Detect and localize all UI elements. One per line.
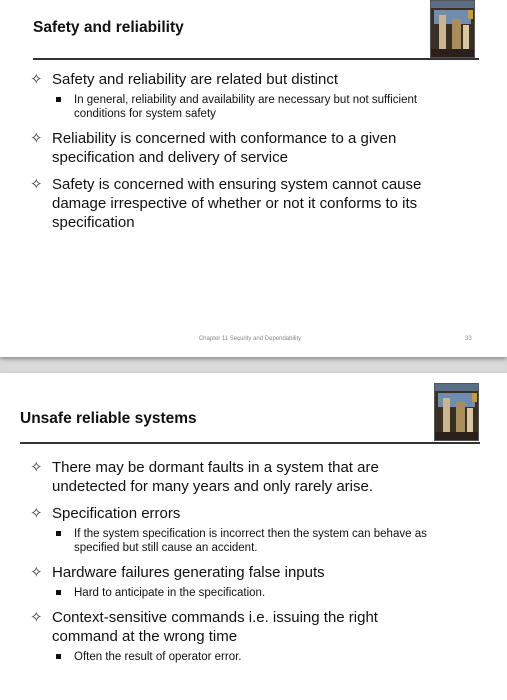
bullet-item <box>30 458 432 496</box>
sub-bullet-text: Often the result of operator error. <box>74 651 242 663</box>
book-cover-icon <box>434 383 479 441</box>
bullet-text: Context-sensitive commands i.e. issuing the right command at the wrong time <box>52 609 378 645</box>
bullet-item <box>30 129 470 167</box>
sub-bullet-item <box>52 527 454 555</box>
star-bullet-icon: ✧ <box>30 505 43 522</box>
slide-34 <box>0 373 507 700</box>
square-bullet-icon <box>56 97 61 102</box>
sub-bullet-text: In general, reliability and availability are necessary but not sufficient conditions for system safety <box>74 94 418 120</box>
sub-bullet-item <box>52 650 470 664</box>
bullet-text: There may be dormant faults in a system that are undetected for many years and only rarely arise. <box>52 459 379 495</box>
bullet-list <box>30 70 470 240</box>
bullet-list <box>30 458 470 672</box>
slide-footer: Chapter 11 Security and Dependability <box>198 336 302 342</box>
bullet-text: Hardware failures generating false inputs <box>52 564 325 581</box>
bullet-item <box>30 175 452 232</box>
book-cover-icon <box>430 0 475 58</box>
title-divider <box>33 58 479 60</box>
square-bullet-icon <box>56 590 61 595</box>
slide-title: Safety and reliability <box>33 19 184 36</box>
square-bullet-icon <box>56 531 61 536</box>
bullet-item <box>30 608 442 646</box>
sub-bullet-text: If the system specification is incorrect then the system can behave as specified but still cause an accident. <box>74 528 427 554</box>
title-divider <box>20 442 480 444</box>
star-bullet-icon: ✧ <box>30 176 43 193</box>
star-bullet-icon: ✧ <box>30 71 43 88</box>
sub-bullet-item <box>52 93 470 121</box>
star-bullet-icon: ✧ <box>30 130 43 147</box>
page-number: 33 <box>465 336 472 342</box>
slide-title: Unsafe reliable systems <box>20 410 197 427</box>
bullet-item <box>30 504 470 523</box>
bullet-text: Specification errors <box>52 505 181 522</box>
bullet-item <box>30 563 470 582</box>
bullet-text: Safety and reliability are related but distinct <box>52 71 338 88</box>
sub-bullet-item <box>52 586 470 600</box>
star-bullet-icon: ✧ <box>30 609 43 626</box>
star-bullet-icon: ✧ <box>30 564 43 581</box>
star-bullet-icon: ✧ <box>30 459 43 476</box>
bullet-item <box>30 70 470 89</box>
square-bullet-icon <box>56 654 61 659</box>
sub-bullet-text: Hard to anticipate in the specification. <box>74 587 266 599</box>
bullet-text: Safety is concerned with ensuring system cannot cause damage irrespective of whether or not it conforms to its specification <box>52 176 422 231</box>
bullet-text: Reliability is concerned with conformance to a given specification and delivery of service <box>52 130 397 166</box>
